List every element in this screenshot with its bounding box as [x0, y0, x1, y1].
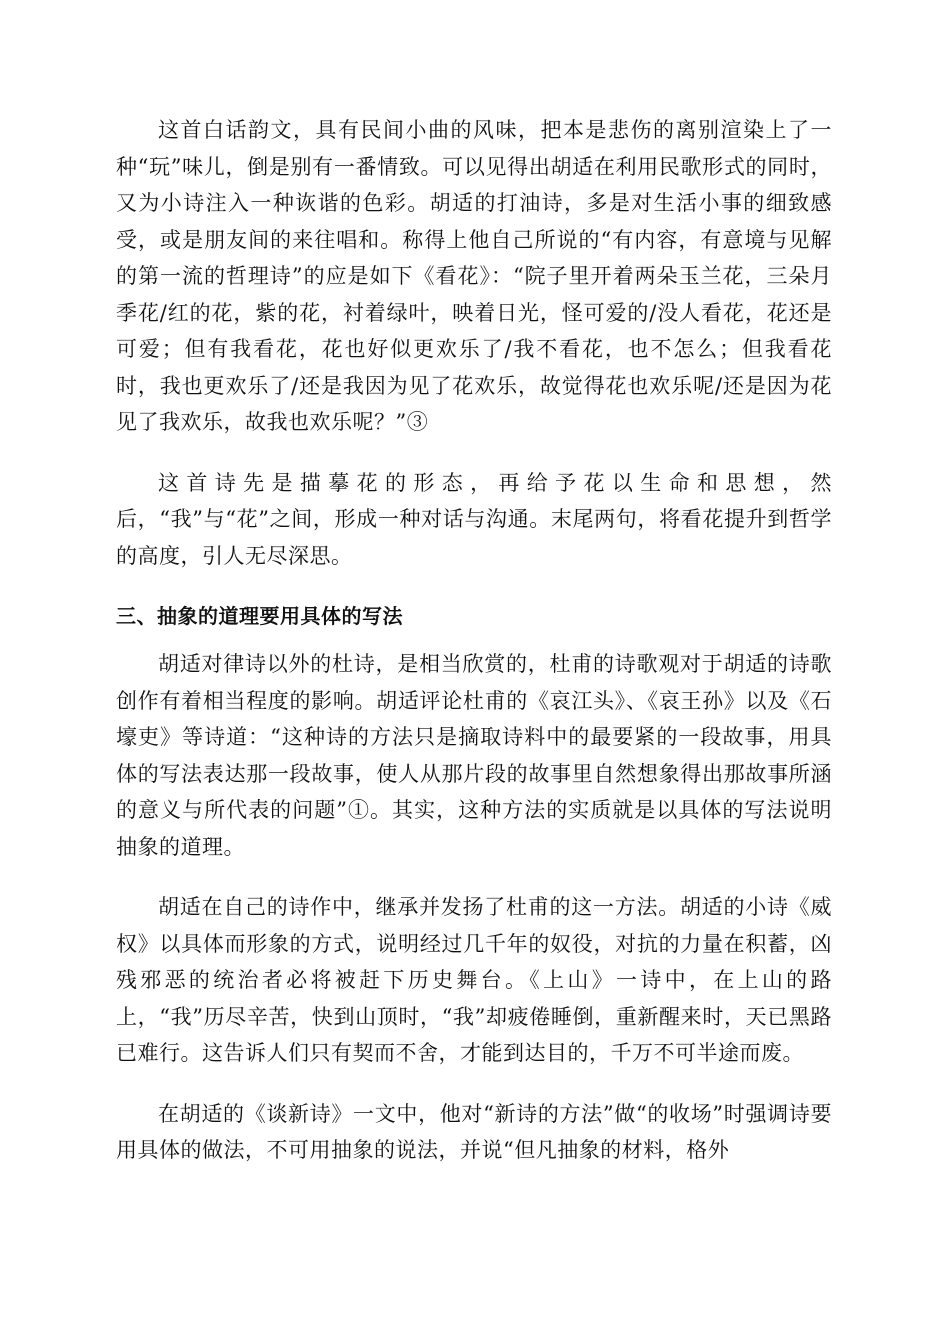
paragraph-gap — [116, 865, 832, 889]
paragraph-gap — [116, 1072, 832, 1096]
paragraph-gap — [116, 634, 832, 646]
paragraph-kanhua-poem: 这首白话韵文，具有民间小曲的风味，把本是悲伤的离别渲染上了一种“玩”味儿，倒是别有一番情致。可以见得出胡适在利用民歌形式的同时，又为小诗注入一种诙谐的色彩。胡适的打油诗，多是对生活小事的细致感受，或是朋友间的来往唱和。称得上他自己所说的“有内容，有意境与见解的第一流的哲理诗”的应是如下《看花》：“院子里开着两朵玉兰花，三朵月季花/红的花，紫的花，衬着绿叶，映着日光，怪可爱的/没人看花，花还是可爱；但有我看花，花也好似更欢乐了/我不看花，也不怎么；但我看花时，我也更欢乐了/还是我因为见了花欢乐，故觉得花也欢乐呢/还是因为花见了我欢乐，故我也欢乐呢？”③ — [116, 118, 832, 434]
paragraph-poem-analysis: 这首诗先是描摹花的形态，再给予花以生命和思想，然后，“我”与“花”之间，形成一种对话与沟通。末尾两句，将看花提升到哲学的高度，引人无尽深思。 — [116, 470, 832, 568]
paragraph-gap — [116, 574, 832, 598]
paragraph-dufu-influence: 胡适对律诗以外的杜诗，是相当欣赏的，杜甫的诗歌观对于胡适的诗歌创作有着相当程度的影响。胡适评论杜甫的《哀江头》、《哀王孙》以及《石壕吏》等诗道：“这种诗的方法只是摘取诗料中的最要紧的一段故事，用具体的写法表达那一段故事，使人从那片段的故事里自然想象得出那故事所涵的意义与所代表的问题”①。其实，这种方法的实质就是以具体的写法说明抽象的道理。 — [116, 652, 832, 859]
paragraph-tan-xinshi: 在胡适的《谈新诗》一文中，他对“新诗的方法”做“的收场”时强调诗要用具体的做法，不可用抽象的说法，并说“但凡抽象的材料，格外 — [116, 1101, 832, 1162]
paragraph-gap — [116, 441, 832, 465]
section-heading: 三、抽象的道理要用具体的写法 — [116, 604, 403, 628]
paragraph-hushi-poems: 胡适在自己的诗作中，继承并发扬了杜甫的这一方法。胡适的小诗《威权》以具体而形象的方式，说明经过几千年的奴役，对抗的力量在积蓄，凶残邪恶的统治者必将被赶下历史舞台。《上山》一诗中，在上山的路上，“我”历尽辛苦，快到山顶时，“我”却疲倦睡倒，重新醒来时，天已黑路已难行。这告诉人们只有契而不舍，才能到达目的，千万不可半途而废。 — [116, 895, 832, 1065]
document-page — [116, 112, 832, 1169]
